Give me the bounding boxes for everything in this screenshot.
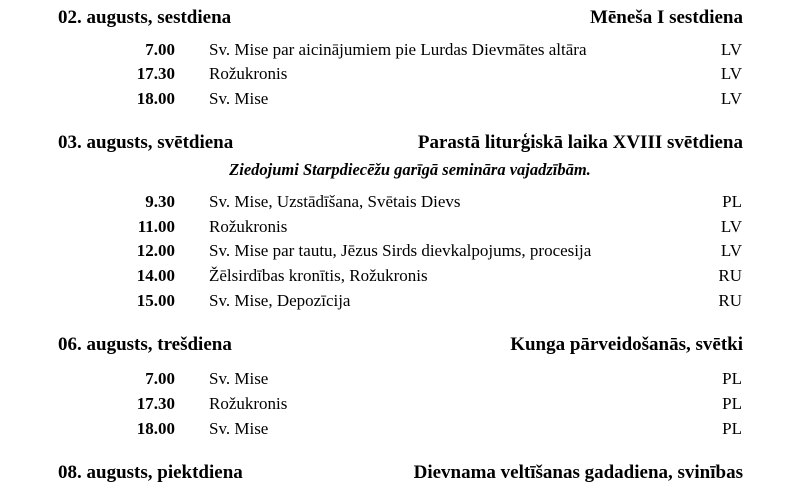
event-language: LV	[720, 241, 742, 260]
event-time: 7.00	[145, 369, 175, 388]
event-language: RU	[718, 266, 742, 285]
day-feast: Kunga pārveidošanās, svētki	[510, 334, 743, 355]
schedule-row	[0, 63, 800, 85]
event-language: PL	[722, 192, 742, 211]
event-description: Sv. Mise, Depozīcija	[209, 291, 351, 310]
schedule-row	[0, 418, 800, 440]
schedule-row	[0, 39, 800, 61]
event-time: 18.00	[136, 89, 175, 108]
day-header	[58, 333, 743, 357]
schedule-row	[0, 191, 800, 213]
event-time: 17.30	[136, 394, 175, 413]
event-description: Sv. Mise par tautu, Jēzus Sirds dievkalpojums, procesija	[209, 241, 592, 260]
event-description: Sv. Mise	[209, 89, 269, 108]
event-time: 11.00	[137, 217, 175, 236]
day-date: 03. augusts, svētdiena	[58, 132, 234, 153]
event-description: Rožukronis	[209, 217, 288, 236]
event-description: Rožukronis	[209, 64, 288, 83]
schedule-row	[0, 240, 800, 262]
day-header	[58, 131, 743, 155]
event-language: LV	[720, 40, 742, 59]
event-language: PL	[722, 419, 742, 438]
event-language: LV	[720, 217, 742, 236]
schedule-row	[0, 216, 800, 238]
event-language: RU	[718, 291, 742, 310]
day-feast: Parastā liturģiskā laika XVIII svētdiena	[417, 132, 743, 153]
event-description: Sv. Mise	[209, 419, 269, 438]
day-header	[58, 6, 743, 30]
day-date: 06. augusts, trešdiena	[58, 334, 232, 355]
event-description: Sv. Mise, Uzstādīšana, Svētais Dievs	[209, 192, 461, 211]
schedule-row	[0, 265, 800, 287]
schedule-row	[0, 393, 800, 415]
day-header	[58, 461, 743, 485]
event-time: 7.00	[145, 40, 175, 59]
schedule-row	[0, 88, 800, 110]
event-time: 17.30	[136, 64, 175, 83]
schedule-row	[0, 290, 800, 312]
day-feast: Dievnama veltīšanas gadadiena, svinības	[413, 462, 743, 483]
event-time: 14.00	[136, 266, 175, 285]
day-date: 02. augusts, sestdiena	[58, 7, 232, 28]
event-description: Sv. Mise par aicinājumiem pie Lurdas Dievmātes altāra	[209, 40, 587, 59]
day-feast: Mēneša I sestdiena	[589, 7, 743, 28]
schedule-row	[0, 368, 800, 390]
event-language: PL	[722, 369, 742, 388]
event-language: LV	[720, 64, 742, 83]
event-description: Rožukronis	[209, 394, 288, 413]
event-time: 9.30	[145, 192, 175, 211]
event-language: LV	[720, 89, 742, 108]
event-description: Žēlsirdības kronītis, Rožukronis	[209, 266, 428, 285]
event-time: 12.00	[136, 241, 175, 260]
event-time: 18.00	[136, 419, 175, 438]
event-time: 15.00	[136, 291, 175, 310]
day-date: 08. augusts, piektdiena	[58, 462, 243, 483]
event-description: Sv. Mise	[209, 369, 269, 388]
day-note: Ziedojumi Starpdiecēžu garīgā semināra vajadzībām.	[229, 160, 591, 179]
event-language: PL	[722, 394, 742, 413]
